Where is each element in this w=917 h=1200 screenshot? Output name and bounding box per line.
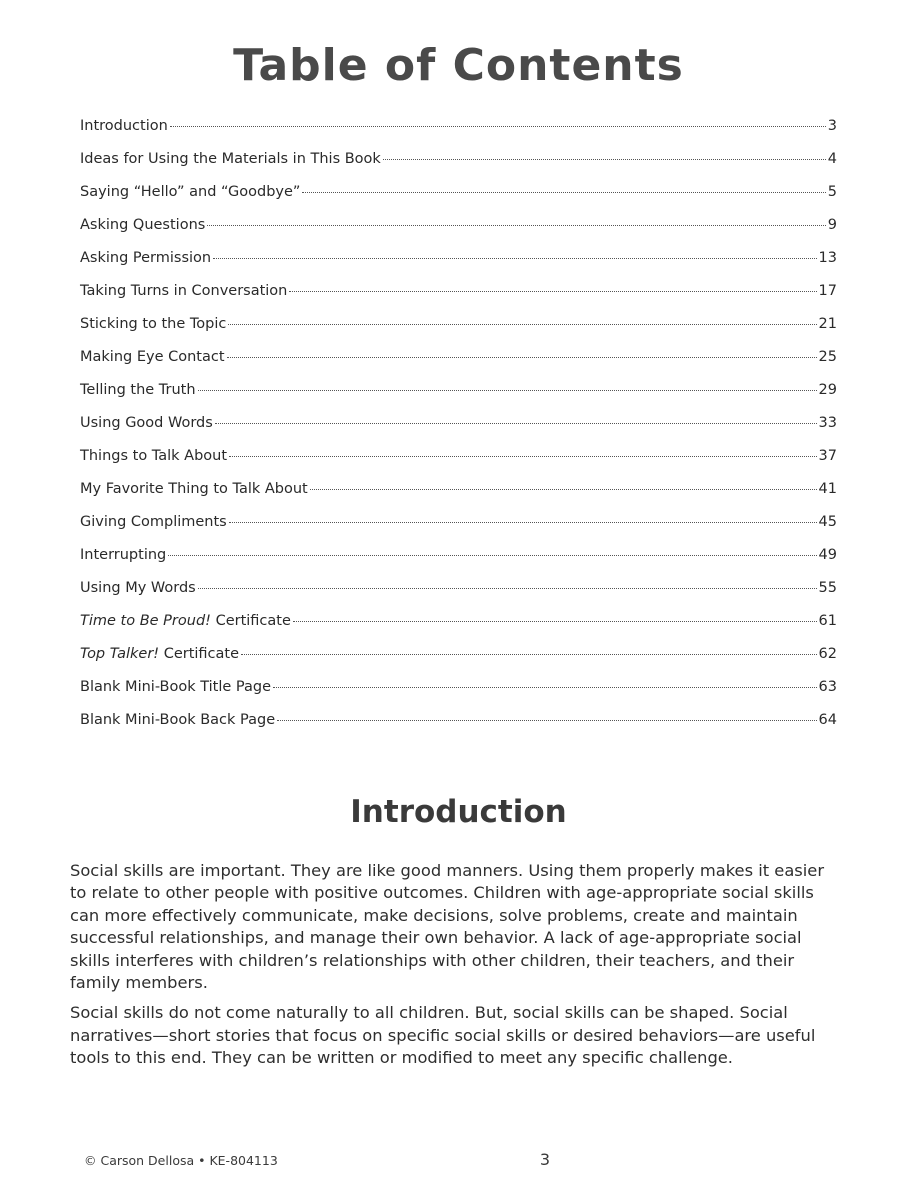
toc-entry-page: 41	[818, 481, 837, 497]
toc-entry-page: 63	[818, 679, 837, 695]
toc-entry-page: 45	[818, 514, 837, 530]
toc-entry-label	[80, 151, 381, 167]
toc-entry-label	[80, 118, 168, 134]
toc-entry	[80, 481, 837, 514]
toc-dot-leader	[198, 390, 817, 391]
toc-entry-text: Sticking to the Topic	[80, 316, 227, 332]
intro-title: Introduction	[350, 794, 567, 830]
toc-dot-leader	[310, 489, 817, 490]
toc-entry	[80, 283, 837, 316]
toc-entry	[80, 151, 837, 184]
toc-entry	[80, 118, 837, 151]
toc-entry-label	[80, 217, 205, 233]
intro-body	[70, 860, 845, 1078]
toc-dot-leader	[293, 621, 817, 622]
toc-entry-page: 25	[818, 349, 837, 365]
toc-entry	[80, 514, 837, 547]
toc-entry-text: Blank Mini-Book Title Page	[80, 679, 272, 695]
toc-entry-label	[80, 283, 287, 299]
toc-dot-leader	[229, 522, 817, 523]
toc-entry-page: 61	[818, 613, 837, 629]
toc-entry-text: Telling the Truth	[80, 382, 196, 398]
toc-entry	[80, 547, 837, 580]
toc-entry	[80, 712, 837, 745]
toc-dot-leader	[207, 225, 825, 226]
toc-entry-text: Ideas for Using the Materials in This Book	[80, 151, 381, 167]
toc-entry-text: Introduction	[80, 118, 168, 134]
toc-entry-text: Certificate	[159, 646, 240, 662]
toc-entry-label	[80, 514, 227, 530]
toc-entry	[80, 382, 837, 415]
intro-paragraph: Social skills are important. They are like good manners. Using them properly makes it easier to relate to other people with positive outcomes. Children with age-appropriate social skills can more effectively communicate, make decisions, solve problems, create and maintain successful relationships, and manage their own behavior. A lack of age-appropriate social skills interferes with children’s relationships with other children, their teachers, and their family members.	[70, 861, 825, 993]
toc-entry-page: 33	[818, 415, 837, 431]
toc-dot-leader	[198, 588, 817, 589]
toc-dot-leader	[302, 192, 825, 193]
toc-entry	[80, 217, 837, 250]
toc-entry-label	[80, 448, 227, 464]
toc-title: Table of Contents	[233, 40, 684, 91]
intro-paragraph: Social skills do not come naturally to all children. But, social skills can be shaped. Social narratives—short stories that focus on specific social skills or desired behaviors—are useful tools to this end. They can be written or modified to meet any specific challenge.	[70, 1003, 816, 1068]
toc-entry	[80, 184, 837, 217]
toc-entry-text: Asking Permission	[80, 250, 212, 266]
toc-entry	[80, 349, 837, 382]
toc-entry-page: 9	[827, 217, 837, 233]
toc-entry-page: 29	[818, 382, 837, 398]
toc-entry-page: 49	[818, 547, 837, 563]
toc-entry	[80, 613, 837, 646]
toc-entry-text: Things to Talk About	[80, 448, 228, 464]
toc-entry	[80, 580, 837, 613]
toc-dot-leader	[229, 456, 817, 457]
toc-dot-leader	[168, 555, 816, 556]
toc-dot-leader	[241, 654, 817, 655]
toc-entry-page: 64	[818, 712, 837, 728]
toc-entry-italic-title: Top Talker!	[80, 646, 160, 662]
toc-entry-label	[80, 349, 225, 365]
toc-dot-leader	[170, 126, 826, 127]
toc-dot-leader	[228, 324, 816, 325]
toc-entry	[80, 646, 837, 679]
toc-entry	[80, 250, 837, 283]
toc-entry	[80, 679, 837, 712]
toc-entry-page: 13	[818, 250, 837, 266]
toc-dot-leader	[289, 291, 816, 292]
footer-page-number: 3	[539, 1150, 551, 1169]
toc-dot-leader	[213, 258, 816, 259]
toc-entry-label	[80, 613, 291, 629]
toc-entry-label	[80, 481, 308, 497]
toc-entry-label	[80, 250, 211, 266]
toc-entry-italic-title: Time to Be Proud!	[80, 613, 211, 629]
toc-entry-text: Making Eye Contact	[80, 349, 225, 365]
toc-entry-label	[80, 184, 300, 200]
toc-entry-label	[80, 415, 213, 431]
toc-entry-page: 5	[827, 184, 837, 200]
toc-entry-page: 37	[818, 448, 837, 464]
toc-entry-page: 21	[818, 316, 837, 332]
toc-entry-text: Giving Compliments	[80, 514, 227, 530]
toc-entry-text: Asking Questions	[80, 217, 206, 233]
toc-entry	[80, 415, 837, 448]
toc-entry-label	[80, 316, 226, 332]
toc-entry-text: Using Good Words	[80, 415, 213, 431]
toc-entry-text: Taking Turns in Conversation	[80, 283, 288, 299]
toc-list	[80, 118, 837, 745]
toc-dot-leader	[277, 720, 816, 721]
toc-entry-page: 62	[818, 646, 837, 662]
toc-entry-label	[80, 646, 239, 662]
toc-entry-label	[80, 712, 275, 728]
toc-dot-leader	[273, 687, 817, 688]
footer-copyright: © Carson Dellosa • KE-804113	[84, 1153, 278, 1168]
toc-entry-text: Interrupting	[80, 547, 167, 563]
toc-dot-leader	[215, 423, 817, 424]
toc-entry-label	[80, 580, 196, 596]
toc-entry-page: 55	[818, 580, 837, 596]
toc-entry-text: My Favorite Thing to Talk About	[80, 481, 308, 497]
toc-entry-page: 3	[827, 118, 837, 134]
toc-entry-text: Certificate	[210, 613, 291, 629]
toc-entry-label	[80, 382, 196, 398]
toc-entry	[80, 448, 837, 481]
toc-entry-page: 17	[818, 283, 837, 299]
toc-entry-text: Saying “Hello” and “Goodbye”	[80, 184, 301, 200]
toc-entry-label	[80, 547, 166, 563]
toc-entry	[80, 316, 837, 349]
toc-dot-leader	[227, 357, 817, 358]
toc-entry-text: Using My Words	[80, 580, 196, 596]
toc-entry-text: Blank Mini-Book Back Page	[80, 712, 276, 728]
toc-dot-leader	[383, 159, 826, 160]
toc-entry-page: 4	[827, 151, 837, 167]
toc-entry-label	[80, 679, 271, 695]
